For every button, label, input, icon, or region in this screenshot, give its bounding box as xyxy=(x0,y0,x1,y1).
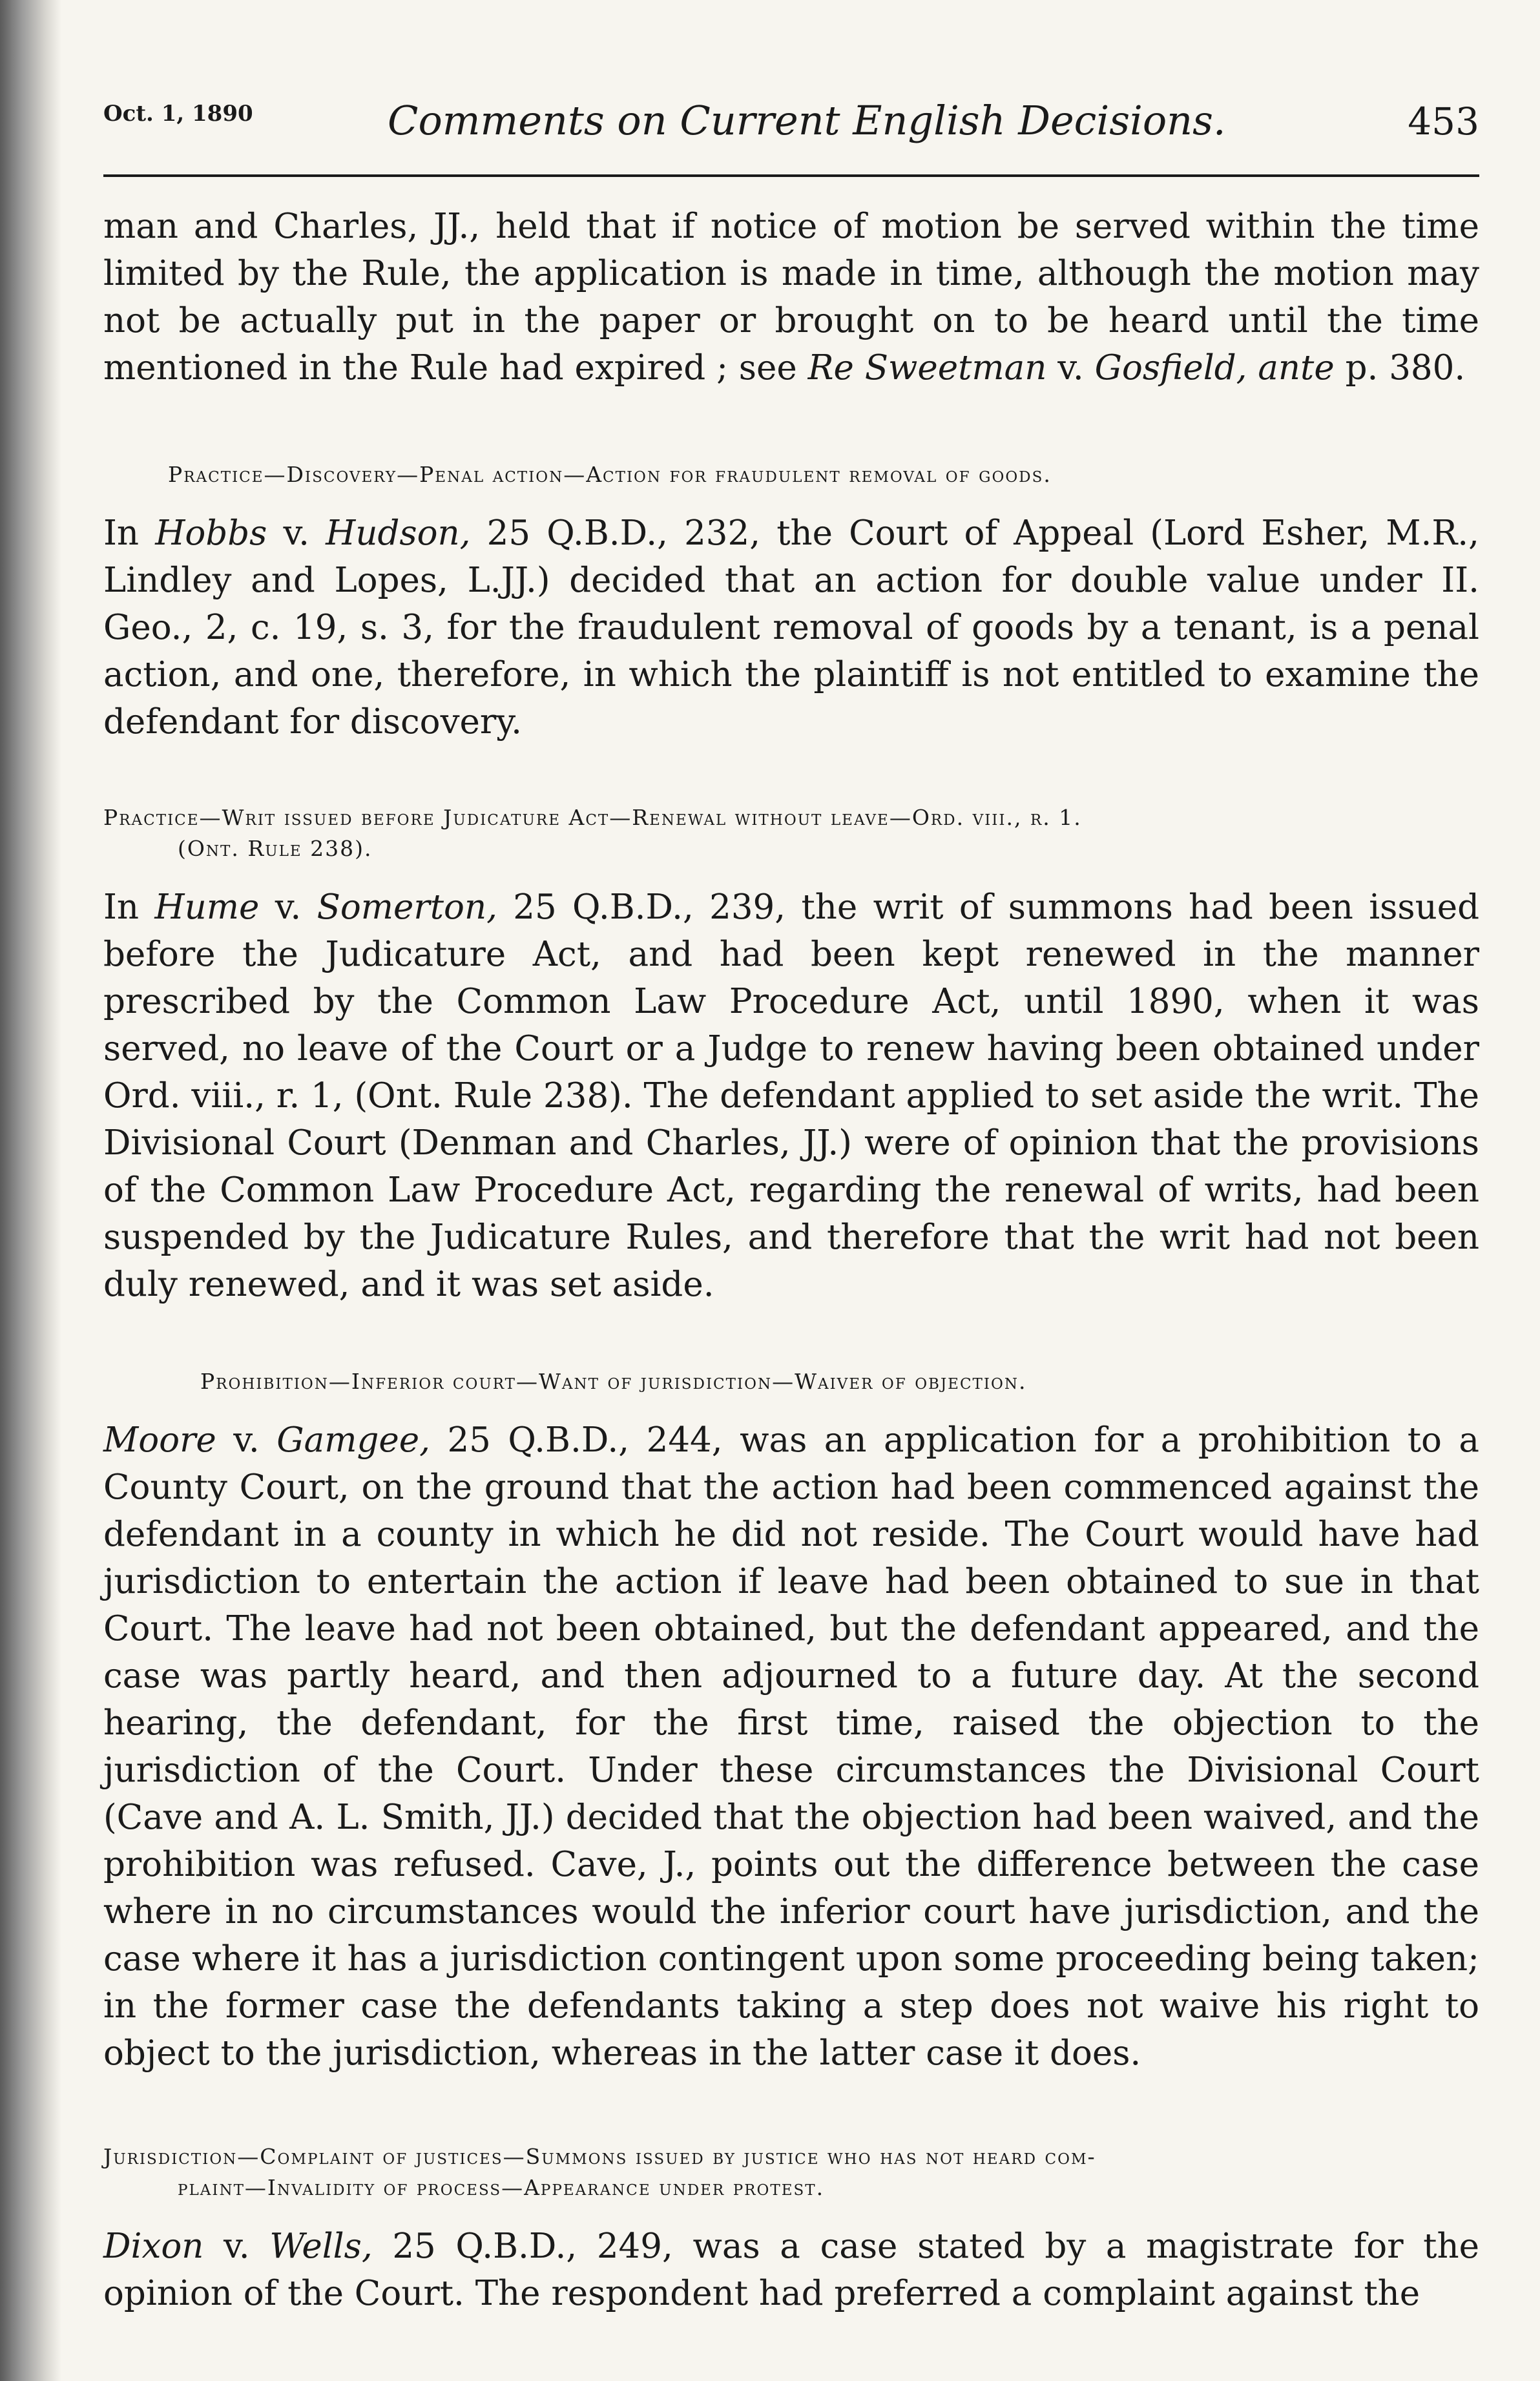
paragraph-body: 25 Q.B.D., 239, the writ of summons had been issued before the Judicature Act, and had been kept renewed in the manner prescribed by the Common Law Procedure Act, until 1890, when it was served, no leave of the Court or a Judge to renew having been obtained under Ord. viii., r. 1, (Ont. Rule 238). The defendant applied to set aside the writ. The Divisional Court (Denman and Charles, JJ.) were of opinion that the provisions of the Common Law Procedure Act, regarding the renewal of writs, had been suspended by the Judicature Rules, and therefore that the writ had not been duly renewed, and it was set aside. xyxy=(103,888,1480,1304)
heading-continuation: (Ont. Rule 238). xyxy=(178,836,373,861)
running-header xyxy=(103,78,1479,177)
paragraph-lead: In xyxy=(103,888,155,927)
header-title: Comments on Current English Decisions. xyxy=(388,97,1226,144)
section-heading: Prohibition—Inferior court—Want of jurisdiction—Waiver of objection. xyxy=(200,1369,1027,1394)
document-page xyxy=(103,78,1479,2338)
intro-case-name-2: Gosfield, ante xyxy=(1094,348,1335,388)
case-name: Moore xyxy=(103,1420,216,1460)
intro-citation: p. 380. xyxy=(1334,348,1466,388)
heading-continuation: plaint—Invalidity of process—Appearance under protest. xyxy=(178,2175,825,2200)
paragraph-body: 25 Q.B.D., 249, was a case stated by a magistrate for the opinion of the Court. The respondent had preferred a complaint against the xyxy=(103,2227,1479,2313)
paragraph-lead: In xyxy=(103,514,156,553)
section-paragraph xyxy=(103,2223,1479,2317)
section-heading: Practice—Discovery—Penal action—Action for fraudulent removal of goods. xyxy=(168,462,1052,487)
heading-line: Jurisdiction—Complaint of justices—Summons issued by justice who has not heard com- xyxy=(103,2144,1096,2169)
intro-text: man and Charles, JJ., held that if notice of motion be served within the time limited by the Rule, the application is made in time, although the motion may not be actually put in the paper or brought on to be heard until the time mentioned in the Rule had expired ; see xyxy=(103,207,1479,388)
case-name: Hume xyxy=(154,888,260,927)
case-name-2: Somerton, xyxy=(317,888,497,927)
page-number: 453 xyxy=(1408,99,1479,143)
case-name-2: Hudson, xyxy=(326,514,471,553)
scan-edge-shadow xyxy=(0,0,61,2381)
case-name: Hobbs xyxy=(155,514,267,553)
heading-line: Practice—Writ issued before Judicature Act—Renewal without leave—Ord. viii., r. 1. xyxy=(103,805,1082,830)
paragraph-body: 25 Q.B.D., 244, was an application for a prohibition to a County Court, on the ground that the action had been commenced against the defendant in a county in which he did not reside. The Court would have had jurisdiction to entertain the action if leave had been obtained to sue in that Court. The leave had not been obtained, but the defendant appeared, and the case was partly heard, and then adjourned to a future day. At the second hearing, the defendant, for the first time, raised the objection to the jurisdiction of the Court. Under these circumstances the Divisional Court (Cave and A. L. Smith, JJ.) decided that the objection had been waived, and the prohibition was refused. Cave, J., points out the difference between the case where in no circumstances would the inferior court have jurisdiction, and the case where it has a jurisdiction contingent upon some proceeding being taken; in the former case the defendants taking a step does not waive his right to object to the jurisdiction, whereas in the latter case it does. xyxy=(103,1420,1479,2073)
section-paragraph xyxy=(103,510,1479,745)
paragraph-body: 25 Q.B.D., 232, the Court of Appeal (Lord Esher, M.R., Lindley and Lopes, L.JJ.) decided that an action for double value under II. Geo., 2, c. 19, s. 3, for the fraudulent removal of goods by a tenant, is a penal action, and one, therefore, in which the plaintiff is not entitled to examine the defendant for discovery. xyxy=(103,514,1480,742)
case-vs: v. xyxy=(267,514,326,553)
intro-paragraph xyxy=(103,203,1479,391)
case-name-2: Wells, xyxy=(269,2227,373,2266)
section-paragraph xyxy=(103,884,1479,1308)
case-name-2: Gamgee, xyxy=(276,1420,430,1460)
case-vs: v. xyxy=(203,2227,270,2266)
case-vs: v. xyxy=(216,1420,277,1460)
case-name: Dixon xyxy=(103,2227,204,2266)
intro-case-name: Re Sweetman xyxy=(807,348,1047,388)
intro-vs: v. xyxy=(1046,348,1095,388)
case-vs: v. xyxy=(259,888,317,927)
section-heading xyxy=(103,802,1479,864)
section-paragraph xyxy=(103,1417,1479,2077)
section-heading xyxy=(103,2141,1479,2203)
header-date: Oct. 1, 1890 xyxy=(103,101,253,127)
